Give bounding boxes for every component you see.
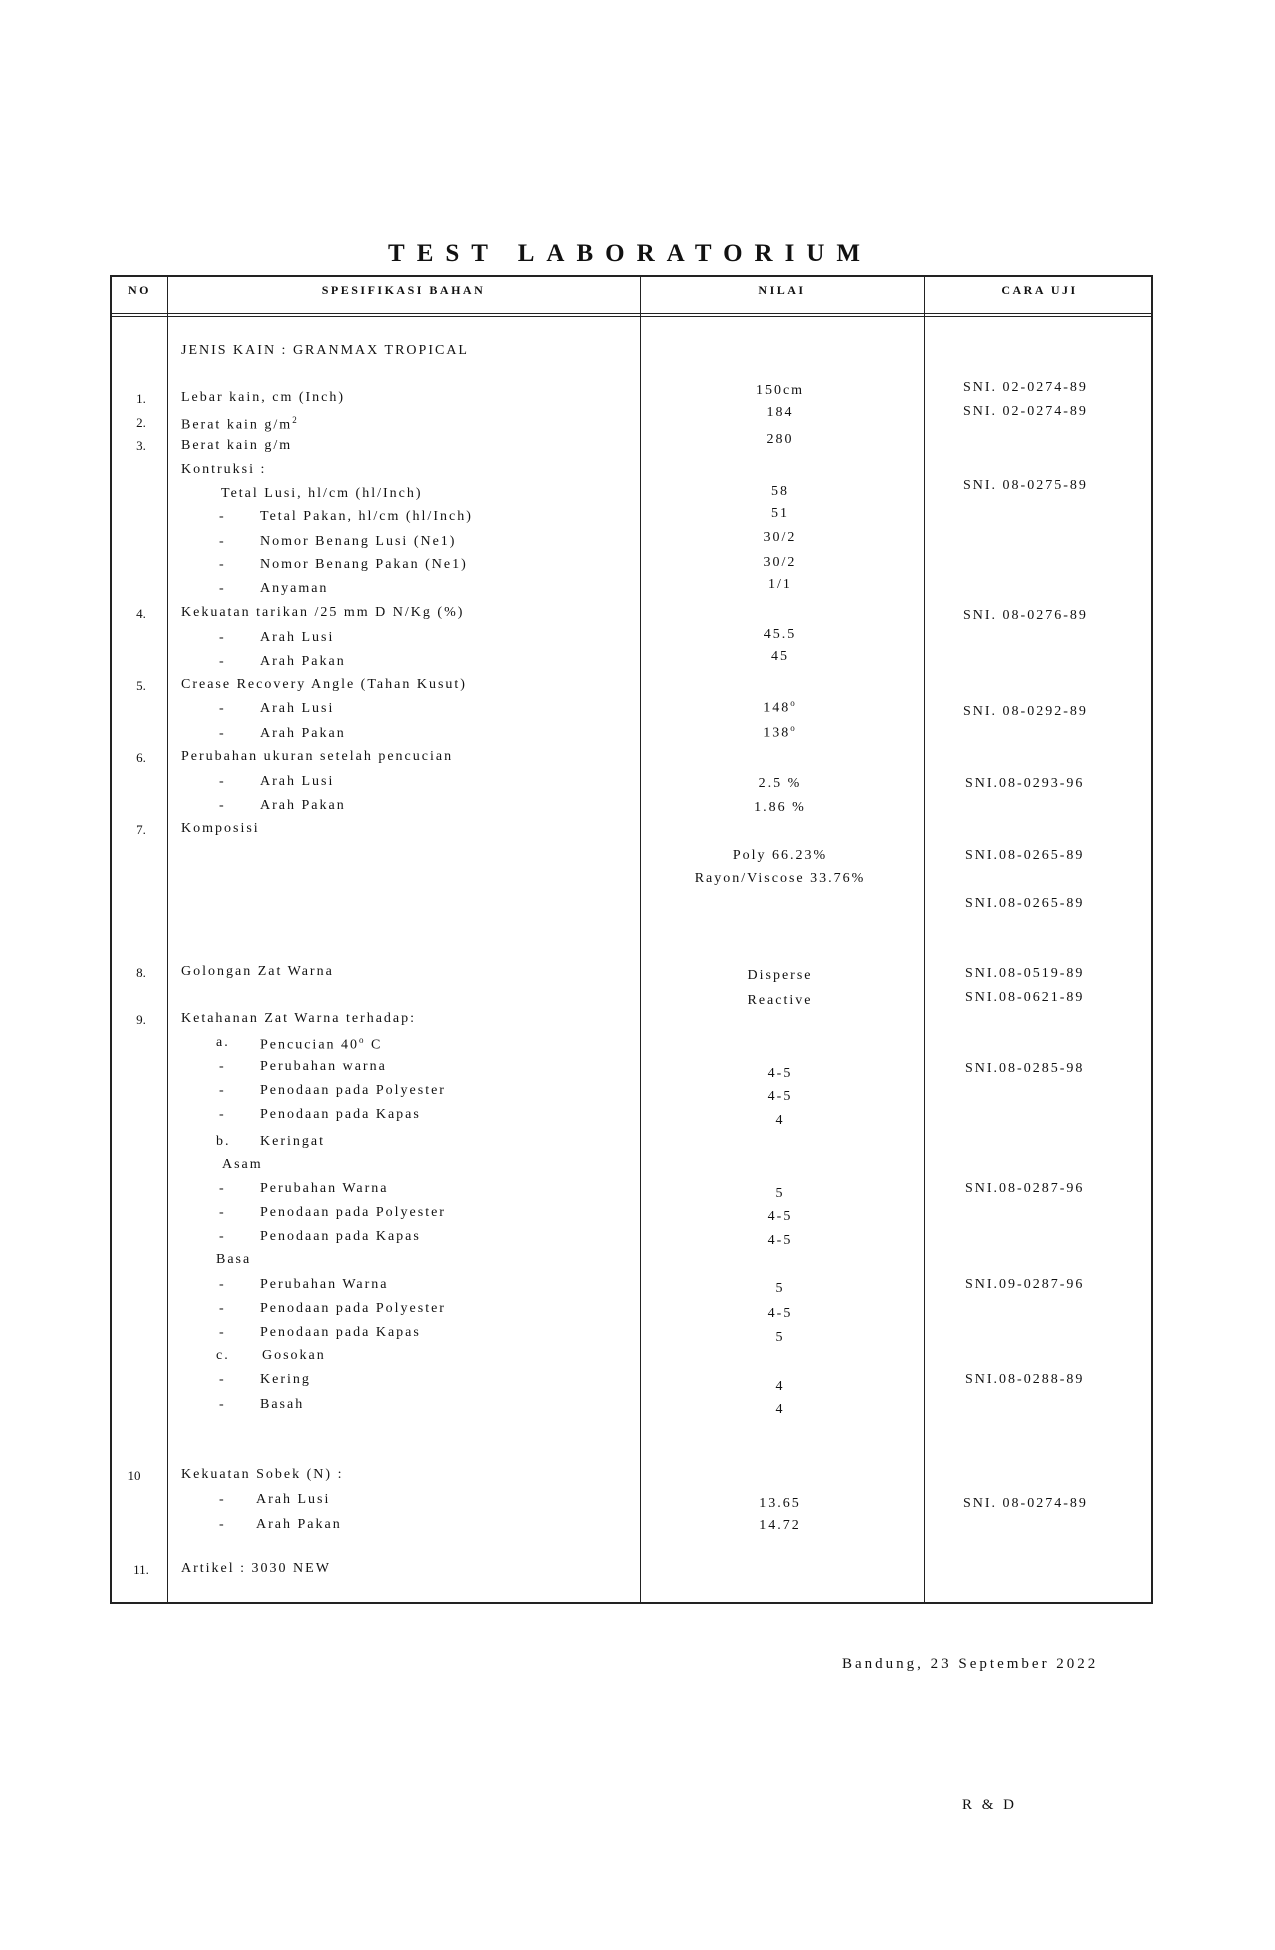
nilai-tetal-pakan: 51 [771,506,789,521]
cara-8a: SNI.08-0519-89 [965,966,1085,981]
nilai-basa-poly: 4-5 [767,1306,793,1321]
spec-crease: Crease Recovery Angle (Tahan Kusut) [181,677,467,692]
dash-marker: - [219,654,224,669]
dash-marker: - [219,701,224,716]
dash-marker: - [219,1372,224,1387]
spec-kering: Kering [260,1372,311,1387]
nilai-crease-lusi: 148$^o$ [763,698,797,716]
spec-nomor-pakan: Nomor Benang Pakan (Ne1) [260,557,468,572]
cara-9d: SNI.08-0288-89 [965,1372,1085,1387]
nilai-ukuran-lusi: 2.5 % [758,776,802,791]
spec-gosokan: Gosokan [262,1348,326,1363]
row-number: 11. [133,1562,149,1577]
dash-marker: - [219,1492,224,1507]
spec-sobek-pakan: Arah Pakan [256,1517,342,1532]
nilai-disperse: Disperse [747,968,813,983]
jenis-kain: JENIS KAIN : GRANMAX TROPICAL [181,343,469,358]
cara-1: SNI. 02-0274-89 [963,380,1088,395]
dash-marker: - [219,1517,224,1532]
signature: R & D [962,1797,1018,1813]
row-number: 5. [136,678,146,693]
row-number: 3. [136,438,146,453]
spec-ketahanan: Ketahanan Zat Warna terhadap: [181,1011,417,1026]
dash-marker: - [219,630,224,645]
row-number: 6. [136,750,146,765]
row-number: 7. [136,822,146,837]
column-divider [924,277,925,1602]
dash-marker: - [219,1325,224,1340]
nilai-asam-warna: 5 [775,1186,785,1201]
cara-9c: SNI.09-0287-96 [965,1277,1085,1292]
dash-marker: - [219,1205,224,1220]
header-no: NO [128,283,151,297]
spec-lebar: Lebar kain, cm (Inch) [181,390,346,405]
nilai-cuci-kapas: 4 [775,1113,785,1128]
nilai-asam-poly: 4-5 [767,1209,793,1224]
spec-perubahan: Perubahan ukuran setelah pencucian [181,749,454,764]
spec-keringat: Keringat [260,1134,325,1149]
nilai-nomor-pakan: 30/2 [763,555,797,570]
nilai-crease-pakan: 138$^o$ [763,723,797,741]
spec-artikel: Artikel : 3030 NEW [181,1561,331,1576]
dash-marker: - [219,1397,224,1412]
nilai-basah: 4 [775,1402,785,1417]
nilai-rayon: Rayon/Viscose 33.76% [694,871,866,886]
spec-basah: Basah [260,1397,305,1412]
dash-marker: - [219,774,224,789]
header-divider [112,316,1151,317]
dash-marker: - [219,1083,224,1098]
cara-5: SNI. 08-0292-89 [963,704,1088,719]
nilai-basa-warna: 5 [775,1281,785,1296]
nilai-sobek-lusi: 13.65 [759,1496,801,1511]
spec-ukuran-lusi: Arah Lusi [260,774,335,789]
dash-marker: - [219,1107,224,1122]
cara-9b: SNI.08-0287-96 [965,1181,1085,1196]
cara-10: SNI. 08-0274-89 [963,1496,1088,1511]
nilai-poly: Poly 66.23% [732,848,828,863]
cara-4: SNI. 08-0276-89 [963,608,1088,623]
label-a: a. [216,1035,230,1050]
nilai-tetal-lusi: 58 [771,484,789,499]
header-cara: CARA UJI [1001,283,1078,297]
spec-kek-pakan: Arah Pakan [260,654,346,669]
row-number: 8. [136,965,146,980]
nilai-lebar: 150cm [755,383,805,398]
row-number: 1. [136,391,146,406]
spec-berat-1: Berat kain $g/m^2$ [181,415,299,433]
spec-tetal-pakan: Tetal Pakan, hl/cm (hl/Inch) [260,509,473,524]
spec-kontruksi: Kontruksi : [181,462,267,477]
spec-nomor-lusi: Nomor Benang Lusi (Ne1) [260,534,457,549]
dash-marker: - [219,509,224,524]
spec-ukuran-pakan: Arah Pakan [260,798,346,813]
spec-golongan: Golongan Zat Warna [181,964,334,979]
spec-cuci-poly: Penodaan pada Polyester [260,1083,446,1098]
spec-asam: Asam [222,1157,263,1172]
nilai-asam-kapas: 4-5 [767,1233,793,1248]
spec-kek-lusi: Arah Lusi [260,630,335,645]
spec-basa-warna: Perubahan Warna [260,1277,389,1292]
column-divider [167,277,168,1602]
header-spec: SPESIFIKASI BAHAN [321,283,486,297]
spec-basa-kapas: Penodaan pada Kapas [260,1325,421,1340]
nilai-basa-kapas: 5 [775,1330,785,1345]
dash-marker: - [219,1301,224,1316]
spec-basa-poly: Penodaan pada Polyester [260,1301,446,1316]
row-number: 2. [136,415,146,430]
dash-marker: - [219,798,224,813]
header-divider [112,313,1151,314]
cara-2: SNI. 02-0274-89 [963,404,1088,419]
nilai-ukuran-pakan: 1.86 % [754,800,806,815]
spec-tetal-lusi: Tetal Lusi, hl/cm (hl/Inch) [221,486,423,501]
cara-7a: SNI.08-0265-89 [965,848,1085,863]
cara-3: SNI. 08-0275-89 [963,478,1088,493]
page-title: TEST LABORATORIUM [388,240,872,267]
nilai-kek-pakan: 45 [771,649,789,664]
header-nilai: NILAI [758,283,806,297]
row-number: 4. [136,606,146,621]
spec-sobek-lusi: Arah Lusi [256,1492,331,1507]
spec-pencucian: Pencucian 40$^o$ C [260,1035,383,1053]
label-c: c. [216,1348,230,1363]
spec-crease-lusi: Arah Lusi [260,701,335,716]
dash-marker: - [219,581,224,596]
dash-marker: - [219,726,224,741]
spec-cuci-kapas: Penodaan pada Kapas [260,1107,421,1122]
nilai-kek-lusi: 45.5 [763,627,797,642]
dash-marker: - [219,1059,224,1074]
dash-marker: - [219,534,224,549]
spec-berat-2: Berat kain g/m [181,438,293,453]
spec-asam-kapas: Penodaan pada Kapas [260,1229,421,1244]
nilai-cuci-poly: 4-5 [767,1089,793,1104]
spec-asam-poly: Penodaan pada Polyester [260,1205,446,1220]
cara-7b: SNI.08-0265-89 [965,896,1085,911]
cara-9a: SNI.08-0285-98 [965,1061,1085,1076]
spec-anyaman: Anyaman [260,581,329,596]
place-date: Bandung, 23 September 2022 [842,1656,1099,1672]
nilai-sobek-pakan: 14.72 [759,1518,801,1533]
nilai-reactive: Reactive [747,993,813,1008]
row-number: 10 [127,1468,141,1483]
dash-marker: - [219,557,224,572]
row-number: 9. [136,1012,146,1027]
spec-kekuatan: Kekuatan tarikan /25 mm D N/Kg (%) [181,605,465,620]
spec-asam-warna: Perubahan Warna [260,1181,389,1196]
spec-komposisi: Komposisi [181,821,260,836]
cara-8b: SNI.08-0621-89 [965,990,1085,1005]
dash-marker: - [219,1229,224,1244]
dash-marker: - [219,1277,224,1292]
spec-sobek: Kekuatan Sobek (N) : [181,1467,344,1482]
spec-crease-pakan: Arah Pakan [260,726,346,741]
nilai-anyaman: 1/1 [768,577,792,592]
cara-6: SNI.08-0293-96 [965,776,1085,791]
spec-basa: Basa [216,1252,252,1267]
nilai-cuci-warna: 4-5 [767,1066,793,1081]
label-b: b. [216,1134,231,1149]
nilai-kering: 4 [775,1379,785,1394]
nilai-berat-1: 184 [766,405,794,420]
spec-cuci-warna: Perubahan warna [260,1059,387,1074]
nilai-berat-2: 280 [766,432,794,447]
nilai-nomor-lusi: 30/2 [763,530,797,545]
dash-marker: - [219,1181,224,1196]
